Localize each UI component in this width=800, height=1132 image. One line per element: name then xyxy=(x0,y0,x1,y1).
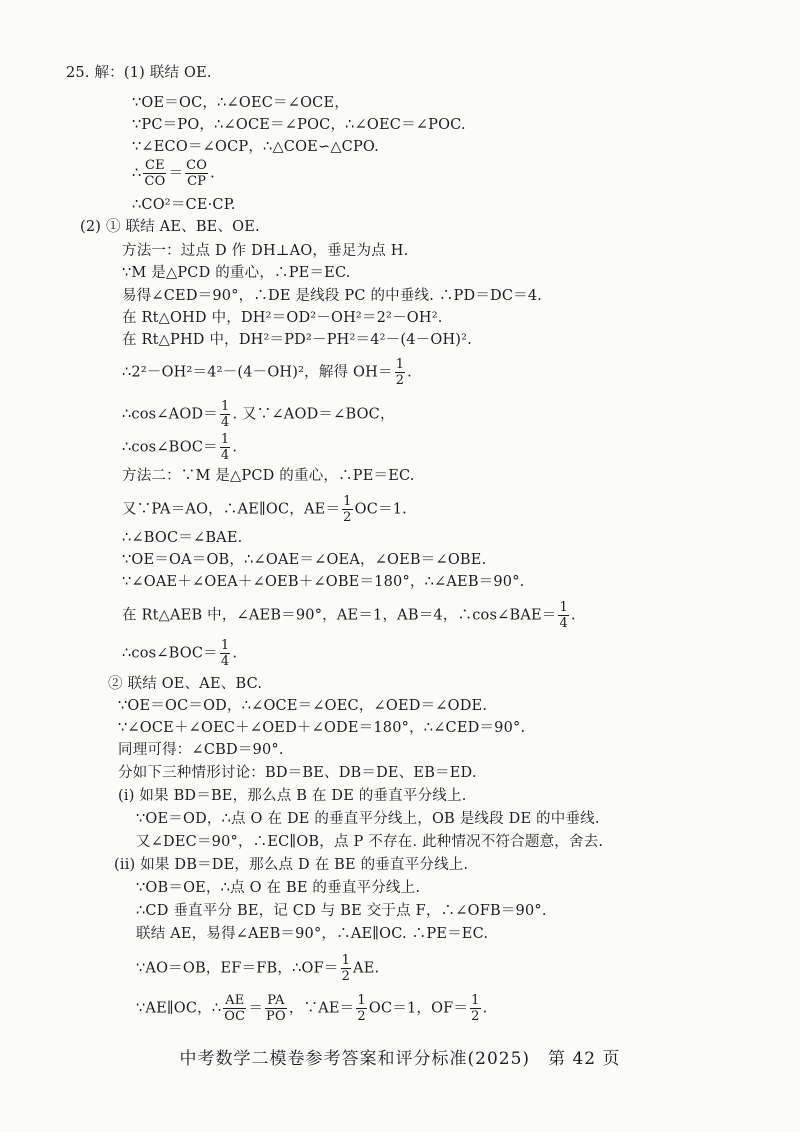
proof-line: ∵∠ECO＝∠OCP，∴△COE∽△CPO. xyxy=(132,139,379,155)
proof-line: ∵PC＝PO，∴∠OCE＝∠POC，∴∠OEC＝∠POC. xyxy=(132,117,466,133)
proof-line-fraction xyxy=(122,494,407,525)
line-text: ∴cos∠AOD＝ xyxy=(122,406,218,423)
denominator: 4 xyxy=(220,654,230,669)
proof-line-fraction xyxy=(122,600,576,631)
fraction xyxy=(356,993,366,1024)
problem-header xyxy=(66,64,212,82)
fraction xyxy=(558,600,568,631)
denominator: 2 xyxy=(341,969,351,984)
case-heading: (i) 如果 BD＝BE，那么点 B 在 DE 的垂直平分线上. xyxy=(118,788,467,804)
denominator: 2 xyxy=(357,1009,366,1024)
denominator: OC xyxy=(224,1009,246,1024)
line-text: 又∵PA＝AO，∴AE∥OC，AE＝ xyxy=(122,501,341,518)
part1-intro: 解：(1) 联结 OE. xyxy=(94,65,212,81)
numerator: 1 xyxy=(220,399,230,414)
line-text: ∵AO＝OB，EF＝FB，∴OF＝ xyxy=(136,960,339,977)
proof-line-fraction xyxy=(122,357,412,388)
numerator: 1 xyxy=(559,600,568,615)
period: . xyxy=(210,165,215,182)
equals-sign: ＝ xyxy=(168,165,184,182)
proof-line: ∵OE＝OA＝OB，∴∠OAE＝∠OEA，∠OEB＝∠OBE. xyxy=(122,552,487,568)
denominator: 4 xyxy=(220,415,230,430)
line-text: ∴2²－OH²＝4²－(4－OH)²，解得 OH＝ xyxy=(122,364,393,381)
numerator: 1 xyxy=(341,953,351,968)
denominator: CO xyxy=(144,174,166,189)
proof-line: ∵OB＝OE，∴点 O 在 BE 的垂直平分线上. xyxy=(136,880,421,896)
line-text: AE. xyxy=(353,960,380,977)
problem-number: 25. xyxy=(66,65,90,81)
fraction xyxy=(395,357,405,388)
proof-line: ∵OE＝OD，∴点 O 在 DE 的垂直平分线上，OB 是线段 DE 的中垂线. xyxy=(136,811,600,827)
denominator: 2 xyxy=(471,1009,480,1024)
line-text: OC＝1，OF＝ xyxy=(368,1000,469,1017)
numerator: AE xyxy=(225,993,245,1008)
fraction xyxy=(220,432,230,463)
line-text: ，∵AE＝ xyxy=(288,1000,355,1017)
proof-line: 方法二：∵M 是△PCD 的重心，∴PE＝EC. xyxy=(122,468,415,484)
line-text: . 又∵∠AOD＝∠BOC， xyxy=(232,406,395,423)
proof-line-fraction xyxy=(132,158,215,189)
proof-line: 分如下三种情形讨论：BD＝BE、DB＝DE、EB＝ED. xyxy=(118,765,477,781)
proof-line-fraction xyxy=(122,638,237,669)
period: . xyxy=(482,1000,488,1017)
line-text: OC＝1. xyxy=(354,501,407,518)
fraction xyxy=(341,953,351,984)
line-text: . xyxy=(570,607,576,624)
proof-line: ∵∠OCE＋∠OEC＋∠OED＋∠ODE＝180°，∴∠CED＝90°. xyxy=(118,720,526,736)
numerator: 1 xyxy=(220,432,230,447)
numerator: 1 xyxy=(220,638,230,653)
fraction xyxy=(185,158,208,189)
proof-line: 在 Rt△OHD 中，DH²＝OD²－OH²＝2²－OH². xyxy=(122,310,443,326)
proof-line: ∵OE＝OC，∴∠OEC＝∠OCE， xyxy=(132,95,349,111)
proof-line: ∵∠OAE＋∠OEA＋∠OEB＋∠OBE＝180°，∴∠AEB＝90°. xyxy=(122,574,525,590)
line-text: . xyxy=(232,439,238,456)
fraction xyxy=(470,993,480,1024)
fraction xyxy=(220,399,230,430)
proof-line-fraction xyxy=(136,953,379,984)
numerator: CE xyxy=(145,158,165,173)
numerator: 1 xyxy=(343,494,352,509)
line-text: 在 Rt△AEB 中，∠AEB＝90°，AE＝1，AB＝4，∴cos∠BAE＝ xyxy=(122,607,557,624)
equals-sign: ＝ xyxy=(248,1000,264,1017)
proof-line: ∴CO²＝CE·CP. xyxy=(132,197,236,213)
proof-line-fraction xyxy=(122,432,237,463)
denominator: 2 xyxy=(343,510,352,525)
therefore-sign: ∴ xyxy=(132,165,142,182)
line-text: ∴cos∠BOC＝ xyxy=(122,439,218,456)
line-text: ∴cos∠BOC＝ xyxy=(122,645,218,662)
proof-line: 联结 AE，易得∠AEB＝90°，∴AE∥OC. ∴PE＝EC. xyxy=(136,926,489,942)
line-text: . xyxy=(232,645,238,662)
proof-line: 方法一：过点 D 作 DH⊥AO，垂足为点 H. xyxy=(122,243,409,259)
denominator: PO xyxy=(266,1009,286,1024)
proof-line-fraction xyxy=(122,399,395,430)
part2-intro: (2) ① 联结 AE、BE、OE. xyxy=(80,219,260,235)
proof-line: ∵M 是△PCD 的重心，∴PE＝EC. xyxy=(122,265,351,281)
numerator: 1 xyxy=(357,993,366,1008)
denominator: 4 xyxy=(220,448,230,463)
proof-line: 同理可得：∠CBD＝90°. xyxy=(118,742,284,758)
denominator: 4 xyxy=(559,616,568,631)
line-text: . xyxy=(407,364,412,381)
numerator: CO xyxy=(186,158,208,173)
proof-line: 易得∠CED＝90°，∴DE 是线段 PC 的中垂线. ∴PD＝DC＝4. xyxy=(122,288,543,304)
numerator: PA xyxy=(265,993,287,1009)
proof-line: 又∠DEC＝90°，∴EC∥OB，点 P 不存在. 此种情况不符合题意，舍去. xyxy=(136,834,604,850)
denominator: CP xyxy=(187,174,207,189)
subpart-intro: ② 联结 OE、AE、BC. xyxy=(108,676,263,692)
numerator: 1 xyxy=(471,993,480,1008)
numerator: 1 xyxy=(395,357,405,372)
page-footer: 中考数学二模卷参考答案和评分标准(2025) 第 42 页 xyxy=(179,1049,621,1069)
proof-line: ∵OE＝OC＝OD，∴∠OCE＝∠OEC，∠OED＝∠ODE. xyxy=(118,698,488,714)
case-heading: (ii) 如果 DB＝DE，那么点 D 在 BE 的垂直平分线上. xyxy=(114,857,469,873)
proof-line-fraction xyxy=(136,993,487,1024)
proof-line: 在 Rt△PHD 中，DH²＝PD²－PH²＝4²－(4－OH)². xyxy=(122,332,472,348)
proof-line: ∴∠BOC＝∠BAE. xyxy=(122,530,243,546)
fraction xyxy=(220,638,230,669)
fraction xyxy=(265,993,287,1024)
denominator: 2 xyxy=(395,373,405,388)
line-text: ∵AE∥OC，∴ xyxy=(136,1000,222,1017)
fraction xyxy=(143,158,166,189)
proof-line: ∴CD 垂直平分 BE，记 CD 与 BE 交于点 F，∴∠OFB＝90°. xyxy=(136,903,547,919)
fraction xyxy=(342,494,352,525)
fraction xyxy=(223,993,246,1024)
